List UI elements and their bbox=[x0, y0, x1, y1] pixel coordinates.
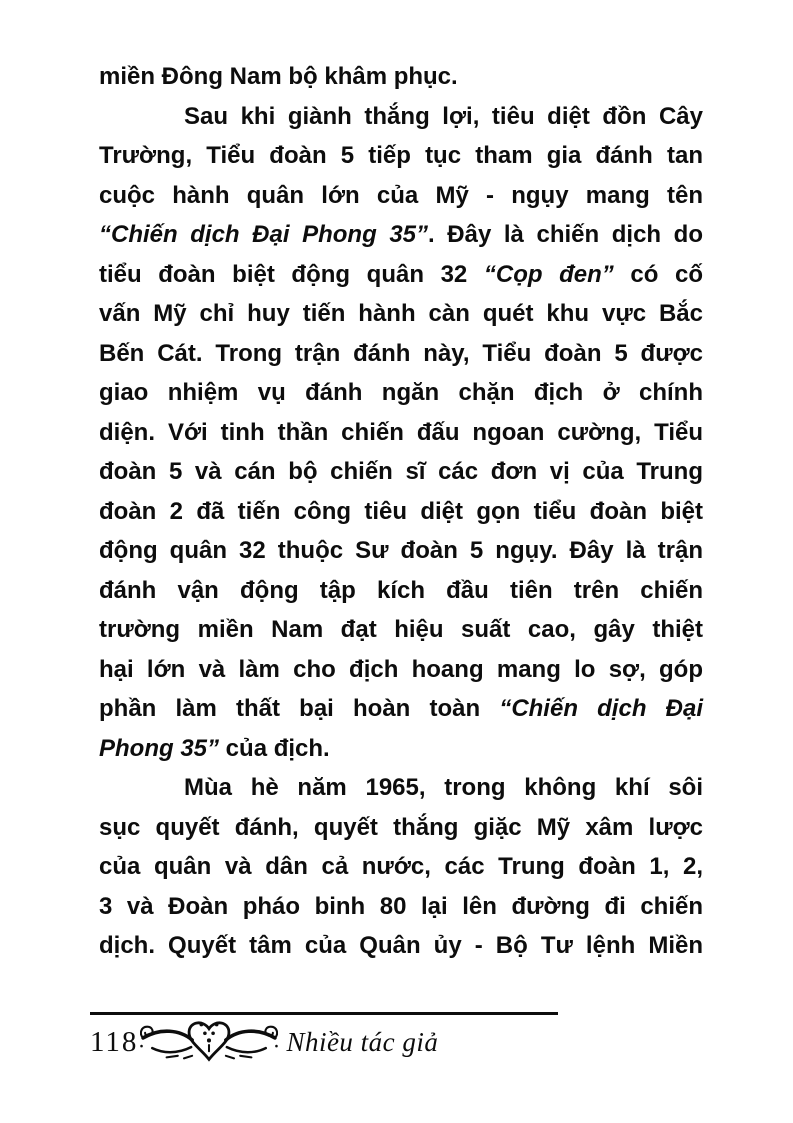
text-segment: diện. Với tinh thần chiến đấu ngoan cường, Tiểu bbox=[99, 418, 703, 446]
text-line bbox=[99, 255, 703, 295]
text-line bbox=[99, 373, 703, 413]
italic-text-segment: “Chiến dịch Đại Phong 35” bbox=[99, 221, 429, 248]
text-segment: trường miền Nam đạt hiệu suất cao, gây thiệt bbox=[99, 616, 703, 643]
text-segment: miền Đông Nam bộ khâm phục. bbox=[99, 63, 458, 90]
text-line bbox=[99, 294, 703, 334]
text-segment: cuộc hành quân lớn của Mỹ - ngụy mang tên bbox=[99, 181, 703, 209]
text-segment: 3 và Đoàn pháo binh 80 lại lên đường đi chiến bbox=[99, 892, 703, 920]
text-line bbox=[99, 176, 703, 216]
text-line bbox=[99, 768, 703, 808]
page-footer bbox=[90, 1014, 438, 1070]
text-segment: tiểu đoàn biệt động quân 32 bbox=[99, 260, 484, 288]
author-label: Nhiều tác giả bbox=[286, 1026, 439, 1057]
text-segment: vấn Mỹ chỉ huy tiến hành càn quét khu vực Bắc bbox=[99, 300, 703, 327]
text-line bbox=[99, 97, 703, 137]
text-segment: Mùa hè năm 1965, trong không khí sôi bbox=[184, 774, 703, 801]
italic-text-segment: Phong 35” bbox=[99, 734, 220, 762]
text-line bbox=[99, 571, 703, 611]
text-line bbox=[99, 887, 703, 927]
text-line bbox=[99, 689, 703, 729]
text-line bbox=[99, 452, 703, 492]
paragraph bbox=[99, 97, 703, 769]
text-segment: Trường, Tiểu đoàn 5 tiếp tục tham gia đánh tan bbox=[99, 142, 703, 169]
italic-text-segment: “Cọp đen” bbox=[483, 260, 614, 288]
text-segment: . Đây là chiến dịch do bbox=[428, 221, 703, 248]
text-line bbox=[99, 650, 703, 690]
text-segment: của địch. bbox=[219, 734, 330, 762]
paragraph bbox=[99, 768, 703, 966]
paragraph bbox=[99, 57, 703, 97]
text-line bbox=[99, 808, 703, 848]
floral-ornament bbox=[140, 1016, 278, 1068]
text-segment: đoàn 2 đã tiến công tiêu diệt gọn tiểu đoàn biệt bbox=[99, 497, 703, 525]
text-line bbox=[99, 729, 703, 769]
text-segment: Bến Cát. Trong trận đánh này, Tiểu đoàn 5 được bbox=[99, 339, 703, 367]
text-line bbox=[99, 334, 703, 374]
text-segment: phần làm thất bại hoàn toàn bbox=[99, 695, 500, 722]
text-segment: sục quyết đánh, quyết thắng giặc Mỹ xâm lược bbox=[99, 813, 703, 841]
text-line bbox=[99, 413, 703, 453]
text-line bbox=[99, 492, 703, 532]
body-text bbox=[99, 57, 703, 966]
italic-text-segment: “Chiến dịch Đại bbox=[499, 695, 703, 722]
text-line bbox=[99, 136, 703, 176]
text-line bbox=[99, 847, 703, 887]
text-line bbox=[99, 531, 703, 571]
text-segment: đoàn 5 và cán bộ chiến sĩ các đơn vị của Trung bbox=[99, 458, 703, 485]
text-segment: giao nhiệm vụ đánh ngăn chặn địch ở chính bbox=[99, 379, 703, 406]
text-segment: Sau khi giành thắng lợi, tiêu diệt đồn Cây bbox=[184, 102, 703, 130]
text-segment: dịch. Quyết tâm của Quân ủy - Bộ Tư lệnh Miền bbox=[99, 932, 703, 959]
text-segment: có cố bbox=[613, 260, 703, 288]
text-line bbox=[99, 610, 703, 650]
text-line bbox=[99, 926, 703, 966]
text-line bbox=[99, 57, 703, 97]
text-segment: hại lớn và làm cho địch hoang mang lo sợ, góp bbox=[99, 655, 703, 683]
page-number: 118 bbox=[90, 1025, 139, 1058]
text-line bbox=[99, 215, 703, 255]
text-segment: của quân và dân cả nước, các Trung đoàn 1, 2, bbox=[99, 853, 703, 880]
text-segment: động quân 32 thuộc Sư đoàn 5 ngụy. Đây là trận bbox=[99, 537, 703, 564]
text-segment: đánh vận động tập kích đầu tiên trên chiến bbox=[99, 576, 703, 604]
